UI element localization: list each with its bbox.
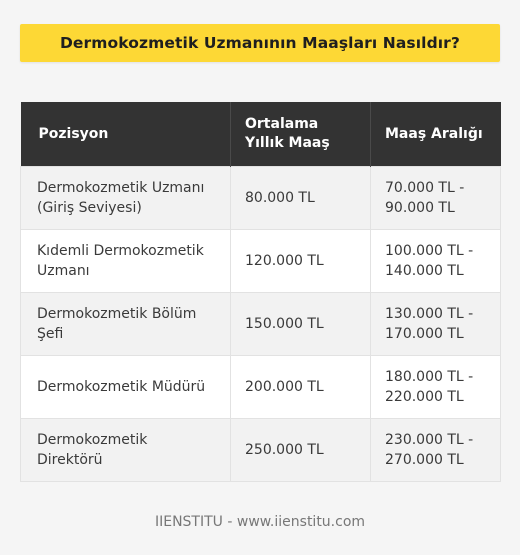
table-row	[21, 356, 501, 419]
table-row	[21, 419, 501, 482]
header-position: Pozisyon	[21, 102, 231, 167]
cell-salary-range: 180.000 TL - 220.000 TL	[371, 356, 501, 419]
cell-position: Kıdemli Dermokozmetik Uzmanı	[21, 230, 231, 293]
table-row	[21, 167, 501, 230]
cell-position: Dermokozmetik Müdürü	[21, 356, 231, 419]
cell-position: Dermokozmetik Direktörü	[21, 419, 231, 482]
page-title: Dermokozmetik Uzmanının Maaşları Nasıldır?	[59, 34, 461, 52]
cell-salary-range: 70.000 TL - 90.000 TL	[371, 167, 501, 230]
cell-average-salary: 250.000 TL	[231, 419, 371, 482]
cell-average-salary: 120.000 TL	[231, 230, 371, 293]
salary-table	[20, 102, 501, 482]
cell-salary-range: 230.000 TL - 270.000 TL	[371, 419, 501, 482]
header-salary-range: Maaş Aralığı	[371, 102, 501, 167]
header-average-salary: Ortalama Yıllık Maaş	[231, 102, 371, 167]
cell-salary-range: 130.000 TL - 170.000 TL	[371, 293, 501, 356]
title-banner	[20, 24, 500, 62]
cell-position: Dermokozmetik Bölüm Şefi	[21, 293, 231, 356]
cell-average-salary: 150.000 TL	[231, 293, 371, 356]
table-row	[21, 230, 501, 293]
table-header-row	[21, 102, 501, 167]
footer-credit: IIENSTITU - www.iienstitu.com	[154, 514, 366, 530]
cell-average-salary: 80.000 TL	[231, 167, 371, 230]
cell-position: Dermokozmetik Uzmanı (Giriş Seviyesi)	[21, 167, 231, 230]
cell-salary-range: 100.000 TL - 140.000 TL	[371, 230, 501, 293]
cell-average-salary: 200.000 TL	[231, 356, 371, 419]
table-row	[21, 293, 501, 356]
